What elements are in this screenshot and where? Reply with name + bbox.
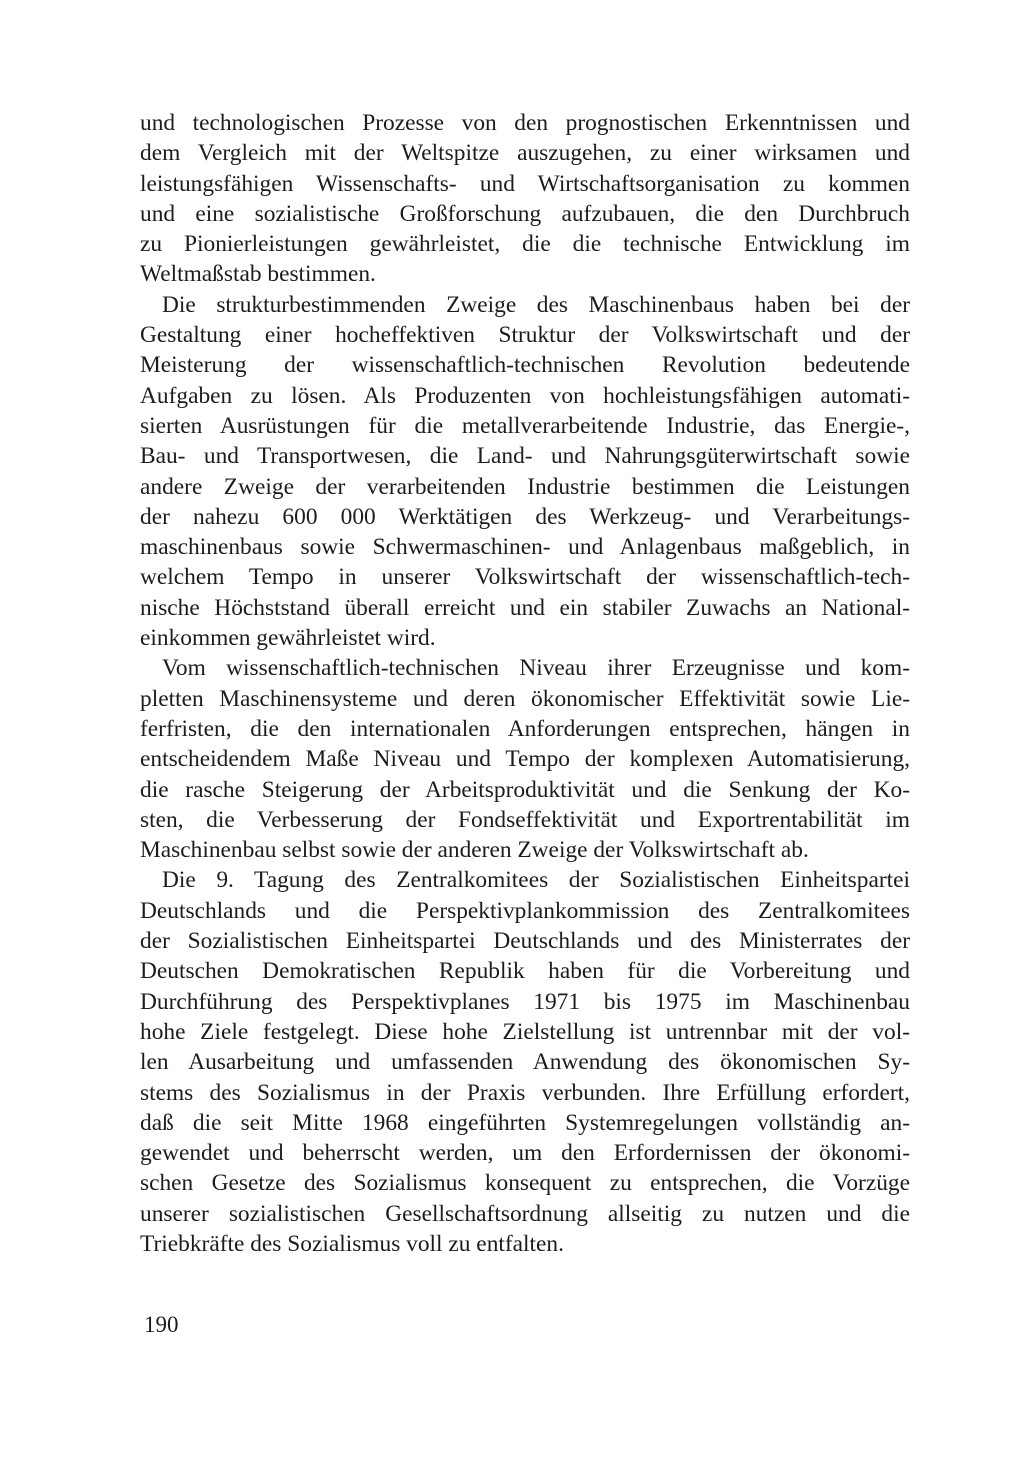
text-line: andere Zweige der verarbeitenden Industrie bestimmen die Leistungen (140, 473, 910, 500)
text-line: sten, die Verbesserung der Fondseffektivität und Exportrentabilität im (140, 806, 910, 833)
text-line: Weltmaßstab bestimmen. (140, 261, 376, 288)
text-line: Gestaltung einer hocheffektiven Struktur der Volkswirtschaft und der (140, 322, 910, 349)
text-line: Deutschen Demokratischen Republik haben für die Vorbereitung und (140, 958, 910, 985)
text-line: entscheidendem Maße Niveau und Tempo der komplexen Automatisierung, (140, 746, 910, 773)
text-line: Bau- und Transportwesen, die Land- und Nahrungsgüterwirtschaft sowie (140, 443, 910, 470)
text-line: leistungsfähigen Wissenschafts- und Wirtschaftsorganisation zu kommen (140, 170, 910, 197)
text-line: Triebkräfte des Sozialismus voll zu entfalten. (140, 1230, 564, 1257)
page-number: 190 (144, 1312, 179, 1337)
text-line: gewendet und beherrscht werden, um den Erfordernissen der ökonomi- (140, 1140, 910, 1167)
text-line: Durchführung des Perspektivplanes 1971 bis 1975 im Maschinenbau (140, 988, 910, 1015)
text-line: Deutschlands und die Perspektivplankommission des Zentralkomitees (140, 897, 910, 924)
text-line: zu Pionierleistungen gewährleistet, die die technische Entwicklung im (140, 231, 910, 258)
text-line: Die strukturbestimmenden Zweige des Maschinenbaus haben bei der (162, 291, 910, 318)
text-line: Vom wissenschaftlich-technischen Niveau ihrer Erzeugnisse und kom- (162, 655, 910, 682)
paragraph-2 (140, 290, 910, 654)
text-line: Aufgaben zu lösen. Als Produzenten von hochleistungsfähigen automati- (140, 382, 910, 409)
text-line: welchem Tempo in unserer Volkswirtschaft der wissenschaftlich-tech- (140, 564, 910, 591)
paragraph-4 (140, 865, 910, 1259)
text-line: daß die seit Mitte 1968 eingeführten Systemregelungen vollständig an- (140, 1109, 910, 1136)
text-line: stems des Sozialismus in der Praxis verbunden. Ihre Erfüllung erfordert, (140, 1079, 910, 1106)
text-line: hohe Ziele festgelegt. Diese hohe Zielstellung ist untrennbar mit der vol- (140, 1018, 910, 1045)
text-line: und eine sozialistische Großforschung aufzubauen, die den Durchbruch (140, 200, 910, 227)
text-line: der Sozialistischen Einheitspartei Deutschlands und des Ministerrates der (140, 928, 910, 955)
text-line: nische Höchststand überall erreicht und ein stabiler Zuwachs an National- (140, 594, 910, 621)
text-line: Meisterung der wissenschaftlich-technischen Revolution bedeutende (140, 352, 910, 379)
text-line: der nahezu 600 000 Werktätigen des Werkzeug- und Verarbeitungs- (140, 503, 910, 530)
text-line: maschinenbaus sowie Schwermaschinen- und Anlagenbaus maßgeblich, in (140, 534, 910, 561)
text-line: schen Gesetze des Sozialismus konsequent zu entsprechen, die Vorzüge (140, 1170, 910, 1197)
text-line: Die 9. Tagung des Zentralkomitees der Sozialistischen Einheitspartei (162, 867, 910, 894)
text-line: unserer sozialistischen Gesellschaftsordnung allseitig zu nutzen und die (140, 1200, 910, 1227)
text-line: und technologischen Prozesse von den prognostischen Erkenntnissen und (140, 110, 910, 136)
text-line: einkommen gewährleistet wird. (140, 625, 436, 652)
text-line: len Ausarbeitung und umfassenden Anwendung des ökonomischen Sy- (140, 1049, 910, 1076)
text-line: dem Vergleich mit der Weltspitze auszugehen, zu einer wirksamen und (140, 140, 910, 167)
text-line: sierten Ausrüstungen für die metallverarbeitende Industrie, das Energie-, (140, 412, 910, 439)
paragraph-3 (140, 653, 910, 865)
paragraph-1 (140, 108, 910, 290)
text-line: Maschinenbau selbst sowie der anderen Zweige der Volkswirtschaft ab. (140, 837, 809, 864)
text-line: die rasche Steigerung der Arbeitsproduktivität und die Senkung der Ko- (140, 776, 910, 803)
body-text (140, 108, 910, 1259)
text-line: ferfristen, die den internationalen Anforderungen entsprechen, hängen in (140, 715, 910, 742)
text-line: pletten Maschinensysteme und deren ökonomischer Effektivität sowie Lie- (140, 685, 910, 712)
